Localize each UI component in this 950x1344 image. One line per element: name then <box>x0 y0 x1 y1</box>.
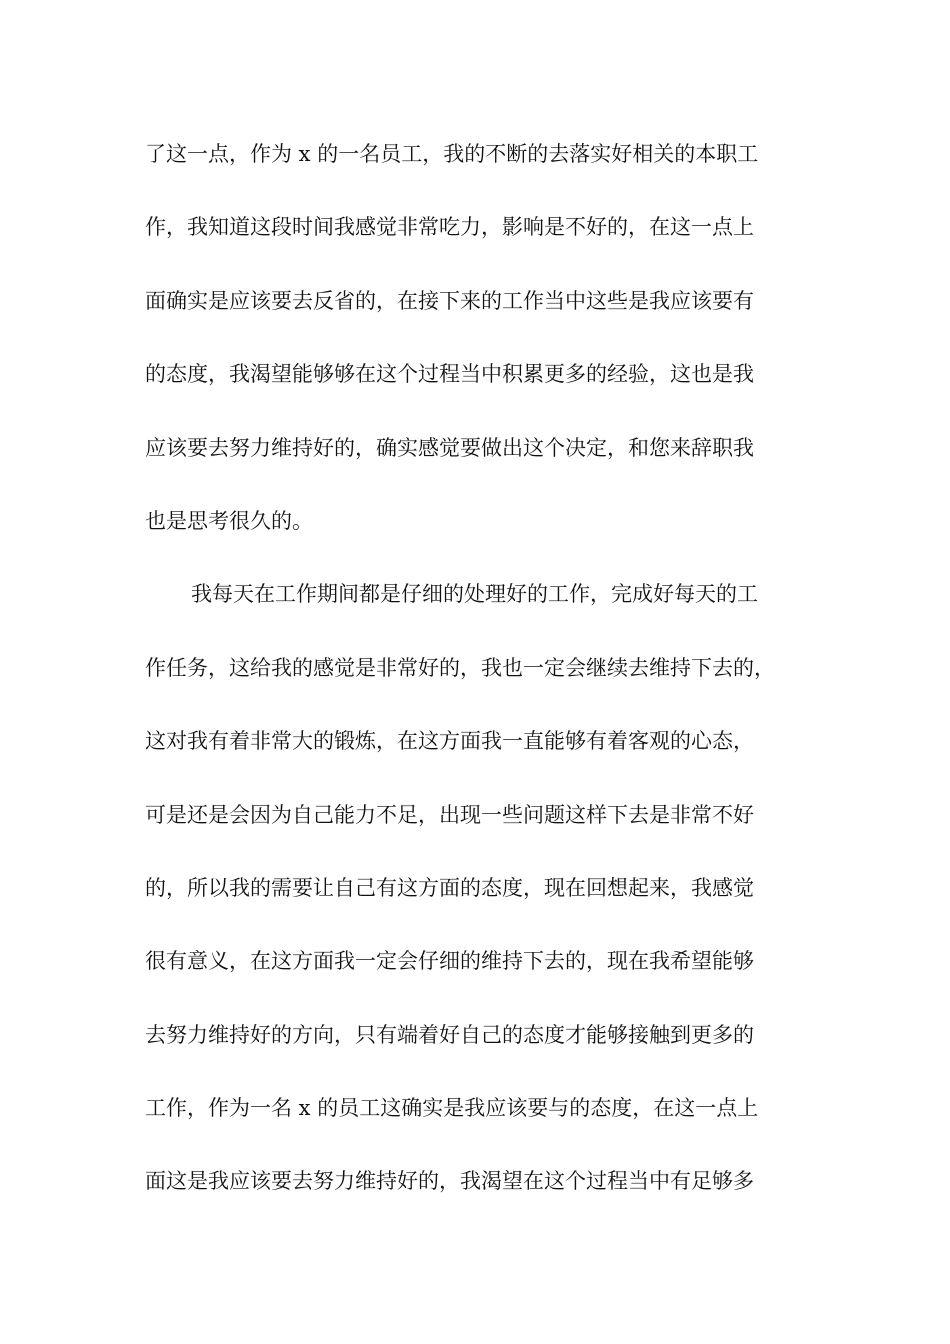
text-line: 很有意义，在这方面我一定会仔细的维持下去的，现在我希望能够 <box>145 949 754 974</box>
text-line: 也是思考很久的。 <box>145 508 313 533</box>
text-line: 工作，作为一名 x 的员工这确实是我应该要与的态度，在这一点上 <box>145 1096 759 1121</box>
text-line: 这对我有着非常大的锻炼，在这方面我一直能够有着客观的心态， <box>145 729 754 754</box>
text-line: 作，我知道这段时间我感觉非常吃力，影响是不好的，在这一点上 <box>145 215 754 240</box>
text-line: 应该要去努力维持好的，确实感觉要做出这个决定，和您来辞职我 <box>145 435 754 460</box>
text-line: 可是还是会因为自己能力不足，出现一些问题这样下去是非常不好 <box>145 802 754 827</box>
text-line: 去努力维持好的方向，只有端着好自己的态度才能够接触到更多的 <box>145 1022 754 1047</box>
text-line: 的态度，我渴望能够够在这个过程当中积累更多的经验，这也是我 <box>145 362 754 387</box>
text-line: 了这一点，作为 x 的一名员工，我的不断的去落实好相关的本职工 <box>145 142 759 166</box>
text-line: 面确实是应该要去反省的，在接下来的工作当中这些是我应该要有 <box>145 288 754 313</box>
text-line: 面这是我应该要去努力维持好的，我渴望在这个过程当中有足够多 <box>145 1169 754 1194</box>
paragraph-start-line: 我每天在工作期间都是仔细的处理好的工作，完成好每天的工 <box>191 582 758 607</box>
text-line: 作任务，这给我的感觉是非常好的，我也一定会继续去维持下去的， <box>145 655 775 680</box>
body-text <box>145 130 835 1231</box>
text-line: 的，所以我的需要让自己有这方面的态度，现在回想起来，我感觉 <box>145 875 754 900</box>
